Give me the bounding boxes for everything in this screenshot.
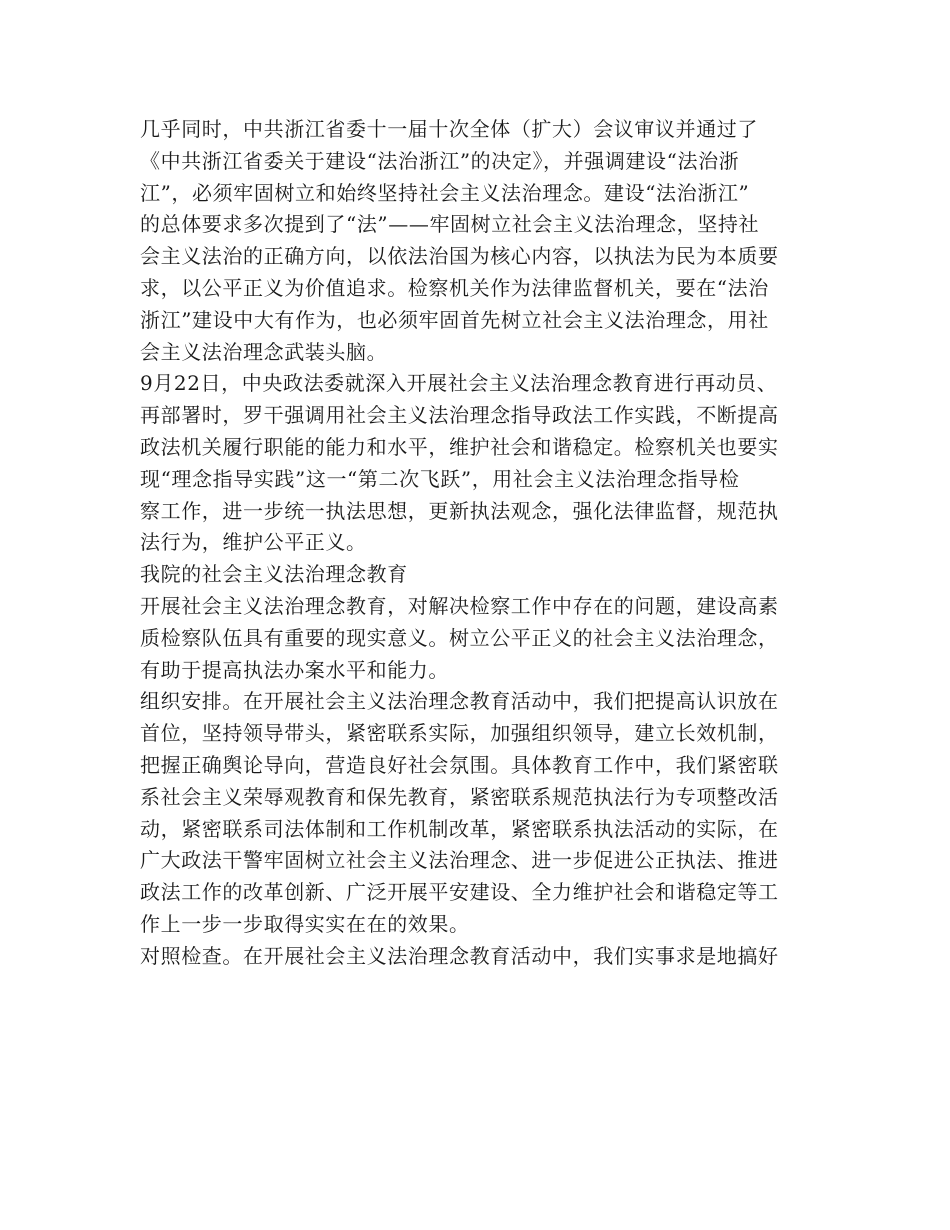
text-line: 江”，必须牢固树立和始终坚持社会主义法治理念。建设“法治浙江” xyxy=(140,180,750,205)
text-line: 作上一步一步取得实实在在的效果。 xyxy=(140,911,470,936)
text-line: 会主义法治理念武装头脑。 xyxy=(140,339,388,364)
text-line: 组织安排。在开展社会主义法治理念教育活动中，我们把提高认识放在 xyxy=(140,689,779,714)
text-line: 会主义法治的正确方向，以依法治国为核心内容，以执法为民为本质要 xyxy=(140,244,779,269)
text-line: 浙江”建设中大有作为，也必须牢固首先树立社会主义法治理念，用社 xyxy=(140,307,769,332)
text-line: 9月22日，中央政法委就深入开展社会主义法治理念教育进行再动员、 xyxy=(140,371,778,396)
text-line: 质检察队伍具有重要的现实意义。树立公平正义的社会主义法治理念， xyxy=(140,625,779,650)
text-line: 几乎同时，中共浙江省委十一届十次全体（扩大）会议审议并通过了 xyxy=(140,117,758,141)
text-line: 动，紧密联系司法体制和工作机制改革，紧密联系执法活动的实际，在 xyxy=(140,816,779,841)
text-line: 把握正确舆论导向，营造良好社会氛围。具体教育工作中，我们紧密联 xyxy=(140,752,779,777)
document-body xyxy=(140,114,820,973)
text-line: 政法工作的改革创新、广泛开展平安建设、全力维护社会和谐稳定等工 xyxy=(140,880,779,905)
text-line: 广大政法干警牢固树立社会主义法治理念、进一步促进公正执法、推进 xyxy=(140,848,779,873)
text-line: 求，以公平正义为价值追求。检察机关作为法律监督机关，要在“法治 xyxy=(140,275,769,300)
text-line: 《中共浙江省委关于建设“法治浙江”的决定》，并强调建设“法治浙 xyxy=(140,148,740,173)
text-line: 政法机关履行职能的能力和水平，维护社会和谐稳定。检察机关也要实 xyxy=(140,434,779,459)
section-heading: 我院的社会主义法治理念教育 xyxy=(140,562,408,587)
text-line: 现“理念指导实践”这一“第二次飞跃”，用社会主义法治理念指导检 xyxy=(140,466,740,491)
text-line: 系社会主义荣辱观教育和保先教育，紧密联系规范执法行为专项整改活 xyxy=(140,784,779,809)
text-line: 开展社会主义法治理念教育，对解决检察工作中存在的问题，建设高素 xyxy=(140,593,779,618)
text-line: 再部署时，罗干强调用社会主义法治理念指导政法工作实践，不断提高 xyxy=(140,403,779,428)
text-line: 有助于提高执法办案水平和能力。 xyxy=(140,657,449,682)
text-line: 首位，坚持领导带头，紧密联系实际，加强组织领导，建立长效机制， xyxy=(140,721,779,746)
text-line: 的总体要求多次提到了“法”——牢固树立社会主义法治理念，坚持社 xyxy=(140,212,760,237)
text-line: 对照检查。在开展社会主义法治理念教育活动中，我们实事求是地搞好 xyxy=(140,943,779,968)
text-line: 察工作，进一步统一执法思想，更新执法观念，强化法律监督，规范执 xyxy=(140,498,779,523)
text-line: 法行为，维护公平正义。 xyxy=(140,530,367,555)
